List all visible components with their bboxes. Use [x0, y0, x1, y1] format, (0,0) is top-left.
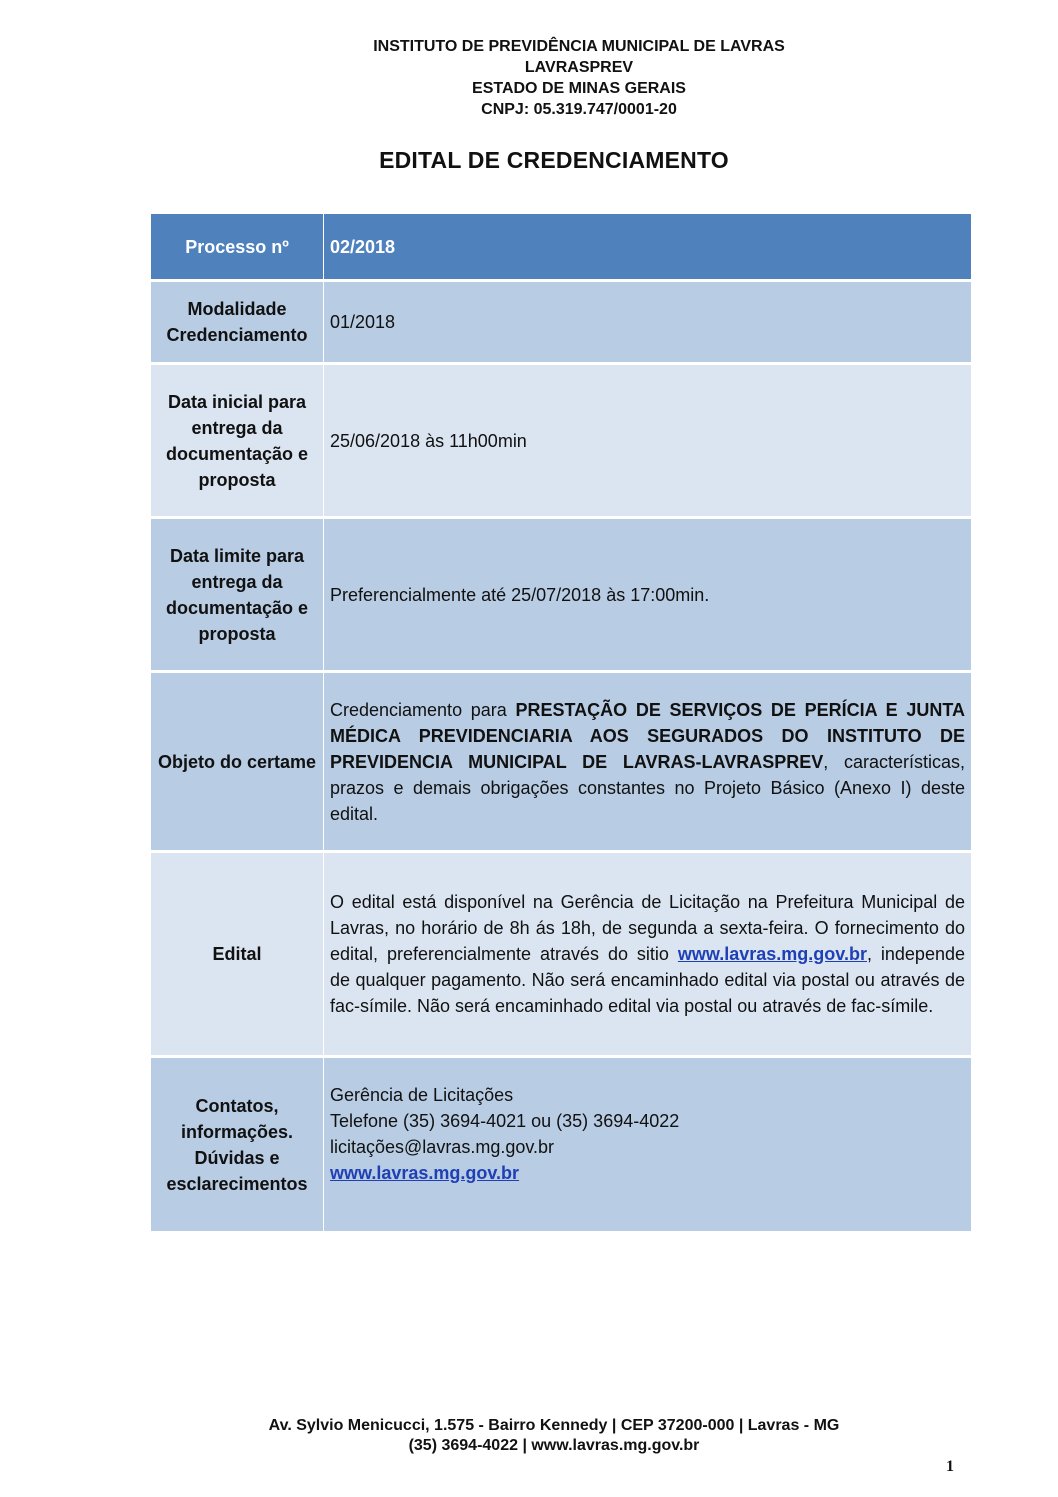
table-row-data-limite: [151, 518, 972, 672]
footer-address: Av. Sylvio Menicucci, 1.575 - Bairro Kennedy | CEP 37200-000 | Lavras - MG: [268, 1417, 840, 1434]
edital-text-1: O edital está disponível na Gerência de Licitação na Prefeitura Municipal de Lavras, no horário de 8h ás 18h, de segunda a sexta-feira. O fornecimento do edital, preferencialmente através do sitio: [330, 892, 965, 964]
data-limite-label: Data limite para entrega da documentação e proposta: [151, 518, 324, 672]
table-row-processo: [151, 214, 972, 281]
state-name: ESTADO DE MINAS GERAIS: [472, 80, 686, 97]
objeto-label: Objeto do certame: [151, 672, 324, 852]
table-row-contatos: [151, 1057, 972, 1233]
contatos-email: licitações@lavras.mg.gov.br: [330, 1137, 555, 1157]
cnpj: CNPJ: 05.319.747/0001-20: [481, 101, 677, 118]
objeto-prefix: Credenciamento para: [330, 699, 516, 720]
contatos-phone: Telefone (35) 3694-4021 ou (35) 3694-4022: [330, 1111, 680, 1131]
table-row-objeto: [151, 672, 972, 852]
document-header: [0, 36, 1058, 120]
institution-name: INSTITUTO DE PREVIDÊNCIA MUNICIPAL DE LAVRAS: [373, 38, 785, 55]
footer-contact: (35) 3694-4022 | www.lavras.mg.gov.br: [408, 1437, 700, 1454]
objeto-suffix: , características, prazos e demais obrigações constantes no Projeto Básico (Anexo I) deste edital.: [330, 751, 965, 824]
edital-website-link[interactable]: www.lavras.mg.gov.br: [677, 944, 867, 964]
data-inicial-label: Data inicial para entrega da documentação e proposta: [151, 364, 324, 518]
objeto-value: [324, 672, 972, 852]
document-title: EDITAL DE CREDENCIAMENTO: [379, 147, 729, 173]
institution-acronym: LAVRASPREV: [524, 59, 634, 76]
document-footer: [0, 1416, 1058, 1456]
edital-text-2: , independe de qualquer pagamento. Não será encaminhado edital via postal ou através de fac-símile. Não será encaminhado edital via postal ou através de fac-símile.: [330, 944, 965, 1016]
objeto-bold-text: PRESTAÇÃO DE SERVIÇOS DE PERÍCIA E JUNTA MÉDICA PREVIDENCIARIA AOS SEGURADOS DO INSTITUTO DE PREVIDENCIA MUNICIPAL DE LAVRAS-LAVRASPREV: [330, 699, 966, 772]
table-row-data-inicial: [151, 364, 972, 518]
edital-info-table: [150, 213, 972, 1234]
page-number: 1: [946, 1458, 954, 1475]
processo-value: 02/2018: [324, 214, 972, 281]
data-inicial-value: 25/06/2018 às 11h00min: [324, 364, 972, 518]
modalidade-value: 01/2018: [324, 281, 972, 364]
processo-label: Processo nº: [151, 214, 324, 281]
data-limite-value: Preferencialmente até 25/07/2018 às 17:00min.: [324, 518, 972, 672]
edital-value: [324, 852, 972, 1057]
table-row-modalidade: [151, 281, 972, 364]
contatos-label: Contatos, informações. Dúvidas e esclarecimentos: [151, 1057, 324, 1233]
table-row-edital: [151, 852, 972, 1057]
modalidade-label: Modalidade Credenciamento: [151, 281, 324, 364]
contatos-value: [324, 1057, 972, 1233]
contatos-website-link[interactable]: www.lavras.mg.gov.br: [330, 1163, 520, 1183]
contatos-department: Gerência de Licitações: [330, 1085, 514, 1105]
edital-label: Edital: [151, 852, 324, 1057]
